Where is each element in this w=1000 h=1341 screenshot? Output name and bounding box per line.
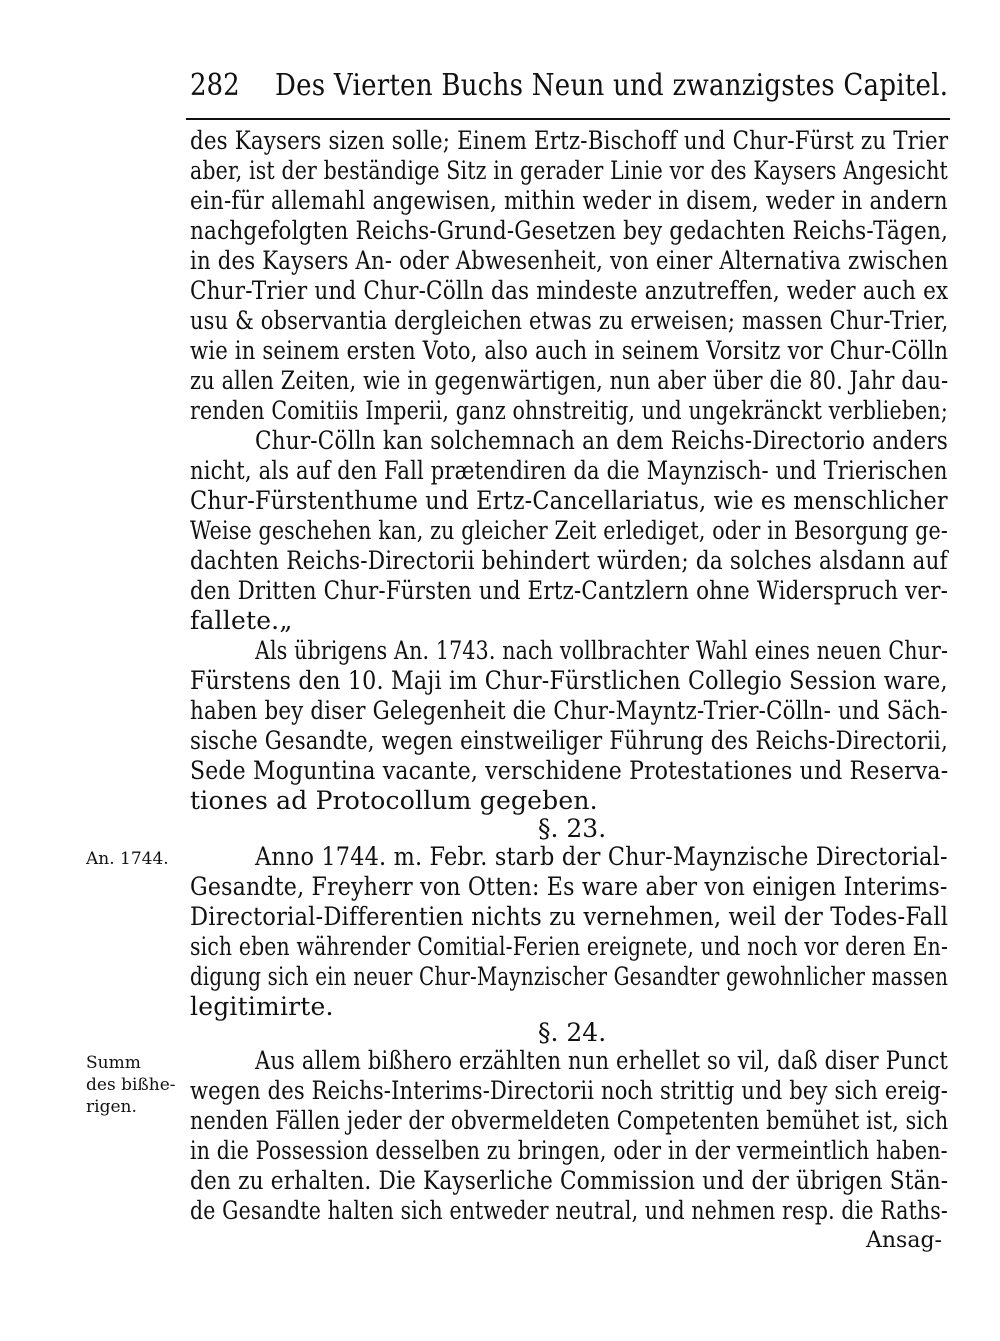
text-line: tiones ad Protocollum gegeben. — [190, 786, 598, 815]
text-line: nachgefolgten Reichs-Grund-Gesetzen bey gedachten Reichs-Tägen, — [190, 216, 949, 245]
section-heading: §. 23. — [538, 814, 607, 843]
text-line: in des Kaysers An- oder Abwesenheit, von einer Alternativa zwischen — [190, 246, 949, 275]
text-line: legitimirte. — [190, 992, 334, 1021]
text-line: de Gesandte halten sich entweder neutral, und nehmen resp. die Raths- — [190, 1196, 948, 1225]
text-line: Aus allem bißhero erzählten nun erhellet so vil, daß diser Punct — [255, 1046, 949, 1075]
text-line: Gesandte, Freyherr von Otten: Es ware aber von einigen Interims- — [190, 872, 948, 901]
text-line: ein-für allemahl angewisen, mithin weder in disem, weder in andern — [190, 186, 948, 215]
text-line: den Dritten Chur-Fürsten und Ertz-Cantzlern ohne Widerspruch ver- — [190, 576, 948, 605]
text-line: nicht, als auf den Fall prætendiren da die Maynzisch- und Trierischen — [190, 456, 948, 485]
text-line: Weise geschehen kan, zu gleicher Zeit erlediget, oder in Besorgung ge- — [190, 516, 948, 545]
text-line: wegen des Reichs-Interims-Directorii noch strittig und bey sich ereig- — [190, 1076, 949, 1105]
text-line: Directorial-Differentien nichts zu vernehmen, weil der Todes-Fall — [190, 902, 949, 931]
running-title: Des Vierten Buchs Neun und zwanzigstes Capitel. — [274, 68, 949, 103]
catchword: Ansag- — [866, 1228, 942, 1253]
text-line: den zu erhalten. Die Kayserliche Commission und der übrigen Stän- — [190, 1166, 949, 1195]
text-line: dachten Reichs-Directorii behindert würden; da solches alsdann auf — [190, 546, 948, 575]
text-line: Sede Moguntina vacante, verschidene Protestationes und Reserva- — [190, 756, 949, 785]
page-header — [190, 66, 949, 110]
margin-note: Summ — [86, 1053, 141, 1073]
text-line: renden Comitiis Imperii, ganz ohnstreitig, und ungekränckt verblieben; — [190, 396, 948, 425]
text-line: usu & observantia dergleichen etwas zu erweisen; massen Chur-Trier, — [190, 306, 949, 335]
margin-note: An. 1744. — [86, 849, 169, 869]
text-line: Chur-Trier und Chur-Cölln das mindeste anzutreffen, weder auch ex — [190, 276, 949, 305]
page-number: 282 — [190, 68, 240, 103]
text-line: des Kaysers sizen solle; Einem Ertz-Bischoff und Chur-Fürst zu Trier — [190, 126, 949, 155]
text-line: haben bey diser Gelegenheit die Chur-Mayntz-Trier-Cölln- und Säch- — [190, 696, 948, 725]
margin-note: des bißhe- — [86, 1075, 176, 1095]
text-line: nenden Fällen jeder der obvermeldeten Competenten bemühet ist, sich — [190, 1106, 949, 1135]
header-rule — [186, 118, 950, 120]
text-line: aber, ist der beständige Sitz in gerader Linie vor des Kaysers Angesicht — [190, 156, 948, 185]
text-line: Chur-Cölln kan solchemnach an dem Reichs-Directorio anders — [255, 426, 948, 455]
text-line: Chur-Fürstenthume und Ertz-Cancellariatus, wie es menschlicher — [190, 486, 948, 515]
text-line: Als übrigens An. 1743. nach vollbrachter Wahl eines neuen Chur- — [255, 636, 949, 665]
text-line: in die Possession desselben zu bringen, oder in der vermeintlich haben- — [190, 1136, 948, 1165]
text-line: Anno 1744. m. Febr. starb der Chur-Maynzische Directorial- — [255, 842, 948, 871]
text-line: fallete.„ — [190, 606, 293, 635]
text-line: digung sich ein neuer Chur-Maynzischer Gesandter gewohnlicher massen — [190, 962, 949, 991]
text-line: sich eben währender Comitial-Ferien ereignete, und noch vor deren En- — [190, 932, 949, 961]
section-heading: §. 24. — [538, 1018, 607, 1047]
text-line: sische Gesandte, wegen einstweiliger Führung des Reichs-Directorii, — [190, 726, 948, 755]
text-line: zu allen Zeiten, wie in gegenwärtigen, nun aber über die 80. Jahr dau- — [190, 366, 949, 395]
margin-note: rigen. — [86, 1097, 137, 1117]
text-line: Fürstens den 10. Maji im Chur-Fürstlichen Collegio Session ware, — [190, 666, 948, 695]
text-line: wie in seinem ersten Voto, also auch in seinem Vorsitz vor Chur-Cölln — [190, 336, 949, 365]
